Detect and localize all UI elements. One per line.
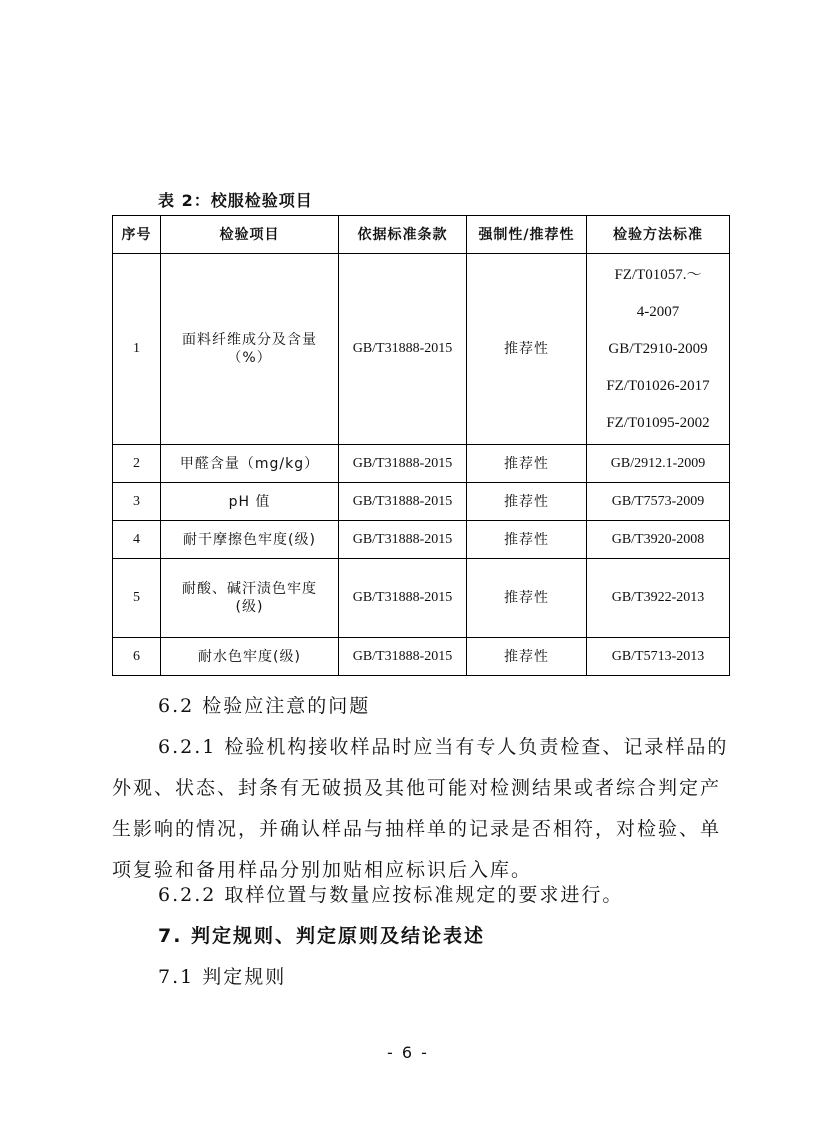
row-item [161, 254, 339, 445]
row-method: GB/T3920-2008 [587, 521, 730, 559]
row-type: 推荐性 [467, 638, 587, 676]
row-method [587, 254, 730, 445]
row-no: 4 [113, 521, 161, 559]
table-row [113, 521, 730, 559]
row-basis: GB/T31888-2015 [339, 559, 467, 638]
row-method: GB/T5713-2013 [587, 638, 730, 676]
page-number: - 6 - [387, 1043, 429, 1062]
header-method: 检验方法标准 [587, 216, 730, 254]
inspection-items-table [112, 215, 730, 676]
row-basis: GB/T31888-2015 [339, 638, 467, 676]
row-type: 推荐性 [467, 483, 587, 521]
paragraph-6-2-1: 6.2.1 检验机构接收样品时应当有专人负责检查、记录样品的外观、状态、封条有无破损及其他可能对检测结果或者综合判定产生影响的情况，并确认样品与抽样单的记录是否相符，对检验、单项复验和备用样品分别加贴相应标识后入库。 [112, 736, 729, 881]
row-item: pH 值 [161, 483, 339, 521]
row-item-line: (级) [235, 599, 264, 615]
section-6-2-title [112, 686, 732, 727]
section-7-1-title: 7.1 判定规则 [158, 966, 287, 988]
row-no: 1 [113, 254, 161, 445]
table-row [113, 483, 730, 521]
header-basis: 依据标准条款 [339, 216, 467, 254]
method-line: FZ/T01095-2002 [606, 414, 710, 431]
section-6-2-title-text: 6.2 检验应注意的问题 [158, 695, 371, 717]
paragraph-6-2-2: 6.2.2 取样位置与数量应按标准规定的要求进行。 [158, 884, 624, 906]
row-item [161, 559, 339, 638]
method-line: GB/T2910-2009 [608, 340, 708, 357]
method-line: FZ/T01057.～ [614, 266, 702, 283]
method-line: 4-2007 [636, 303, 680, 320]
row-no: 6 [113, 638, 161, 676]
row-type: 推荐性 [467, 445, 587, 483]
table-row [113, 559, 730, 638]
header-type: 强制性/推荐性 [467, 216, 587, 254]
row-item: 耐干摩擦色牢度(级) [161, 521, 339, 559]
table-row [113, 445, 730, 483]
table-caption: 表 2：校服检验项目 [158, 191, 313, 210]
row-method: GB/2912.1-2009 [587, 445, 730, 483]
row-item: 耐水色牢度(级) [161, 638, 339, 676]
table-header-row [113, 216, 730, 254]
row-no: 3 [113, 483, 161, 521]
row-item-line: （%） [227, 350, 272, 366]
row-type: 推荐性 [467, 559, 587, 638]
row-no: 2 [113, 445, 161, 483]
method-line: FZ/T01026-2017 [606, 377, 710, 394]
row-method: GB/T3922-2013 [587, 559, 730, 638]
row-item-line: 面料纤维成分及含量 [182, 332, 317, 348]
row-basis: GB/T31888-2015 [339, 254, 467, 445]
row-basis: GB/T31888-2015 [339, 521, 467, 559]
header-item: 检验项目 [161, 216, 339, 254]
row-type: 推荐性 [467, 254, 587, 445]
row-basis: GB/T31888-2015 [339, 483, 467, 521]
row-no: 5 [113, 559, 161, 638]
table-row [113, 638, 730, 676]
row-type: 推荐性 [467, 521, 587, 559]
table-row [113, 254, 730, 445]
row-item-line: 耐酸、碱汗渍色牢度 [182, 581, 317, 597]
header-no: 序号 [113, 216, 161, 254]
row-item: 甲醛含量（mg/kg） [161, 445, 339, 483]
row-method: GB/T7573-2009 [587, 483, 730, 521]
section-7-title: 7. 判定规则、判定原则及结论表述 [158, 925, 486, 947]
row-basis: GB/T31888-2015 [339, 445, 467, 483]
